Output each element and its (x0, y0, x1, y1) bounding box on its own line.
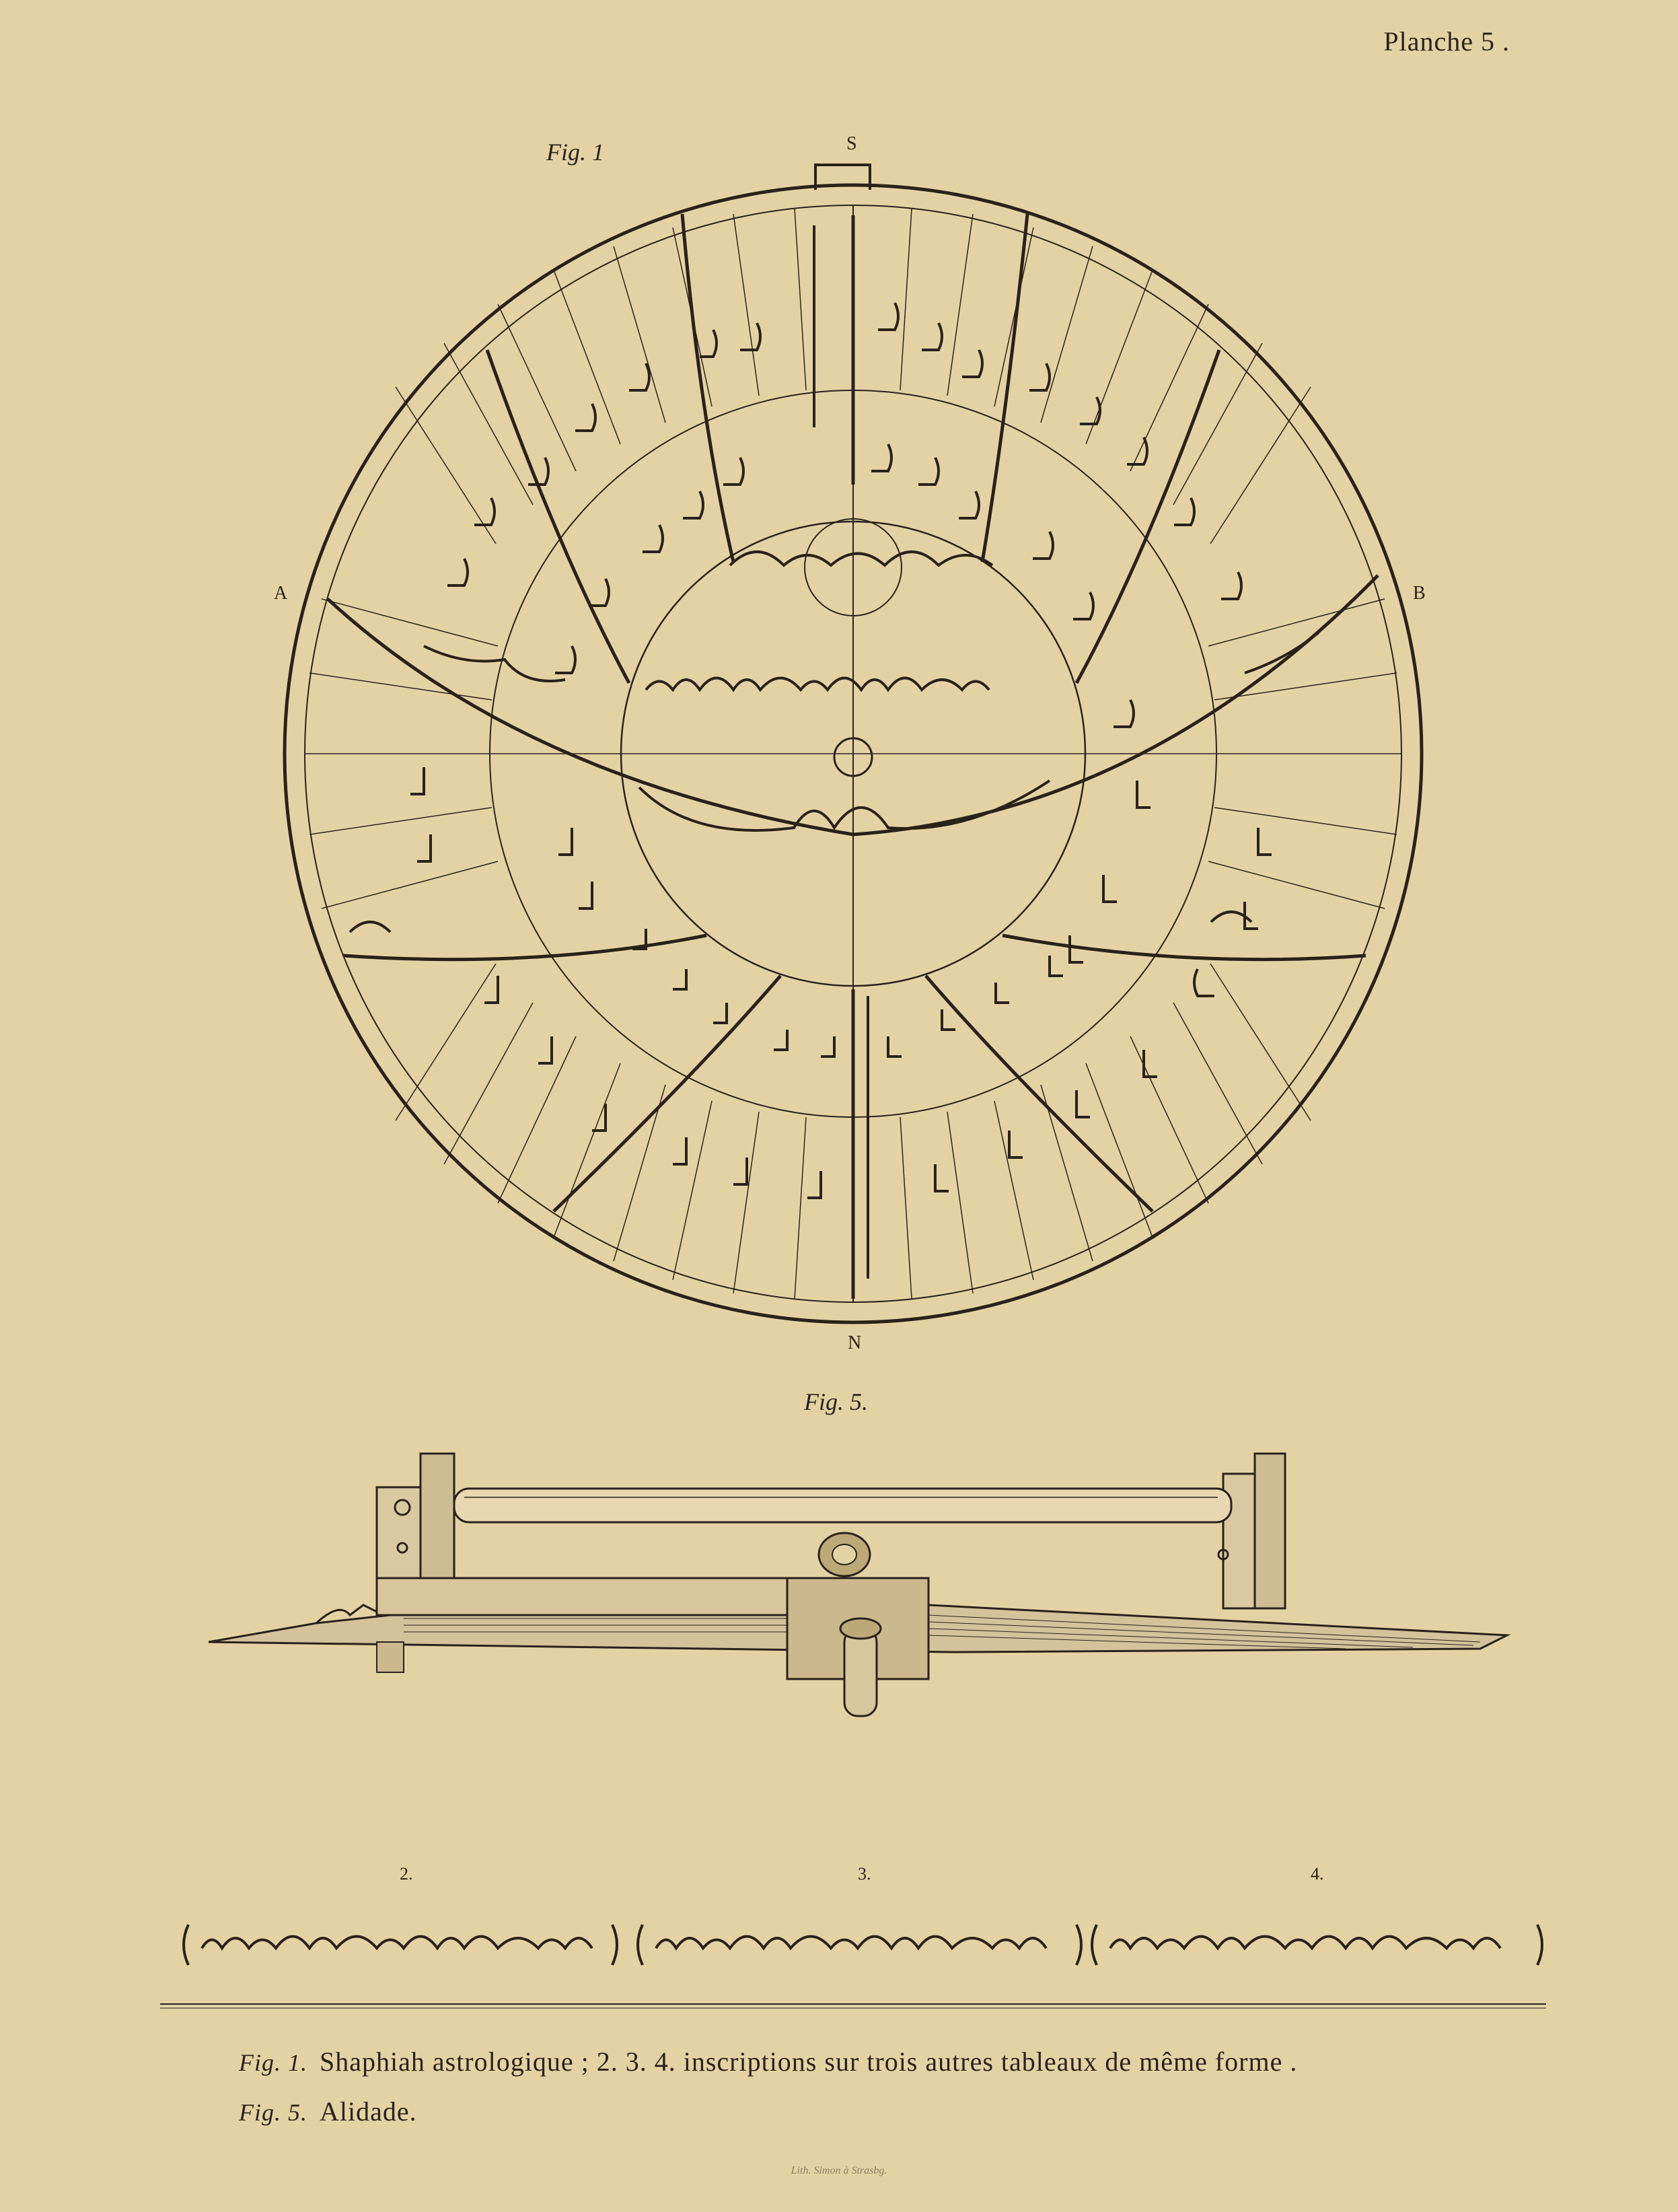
plate-label: Planche 5 . (1383, 26, 1510, 57)
caption-fig5-label: Fig. 5. (239, 2099, 307, 2126)
figure1-label: Fig. 1 (546, 139, 604, 166)
compass-south-label: S (846, 133, 857, 154)
inscription-number-3: 3. (858, 1864, 871, 1884)
caption-fig5 (239, 2096, 417, 2127)
printer-credit: Lith. Simon à Strasbg. (791, 2165, 887, 2176)
caption-fig1 (239, 2046, 1297, 2077)
caption-fig1-text: Shaphiah astrologique ; 2. 3. 4. inscriptions sur trois autres tableaux de même forme . (320, 2046, 1298, 2077)
inscription-number-2: 2. (400, 1864, 413, 1884)
compass-north-label: N (848, 1332, 862, 1353)
caption-fig1-label: Fig. 1. (239, 2049, 307, 2076)
alidade-drawing (209, 1454, 1507, 1716)
compass-east-label: B (1413, 583, 1426, 604)
glyph-marks (410, 303, 1272, 1198)
compass-west-label: A (274, 583, 288, 604)
inscription-number-4: 4. (1311, 1864, 1324, 1884)
inscription-strip (184, 1925, 1542, 1965)
caption-fig5-text: Alidade. (320, 2096, 417, 2127)
figure5-label: Fig. 5. (804, 1388, 868, 1415)
